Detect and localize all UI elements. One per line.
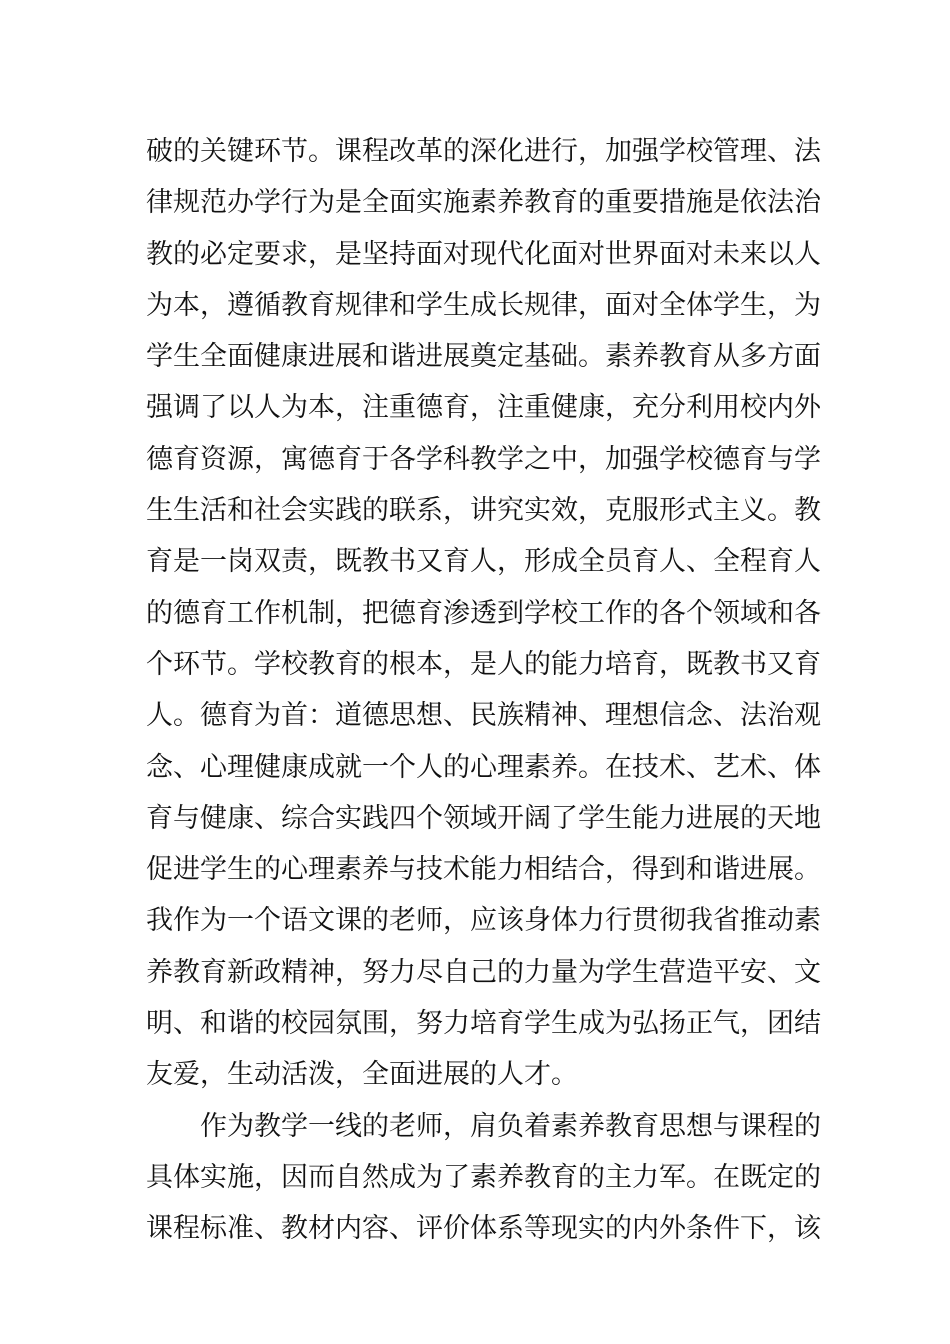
text-line: 人。德育为首：道德思想、民族精神、理想信念、法治观 (146, 700, 821, 732)
text-line: 念、心理健康成就一个人的心理素养。在技术、艺术、体 (146, 751, 821, 783)
text-line: 明、和谐的校园氛围，努力培育学生成为弘扬正气，团结 (146, 1008, 821, 1040)
text-line: 的德育工作机制，把德育渗透到学校工作的各个领域和各 (146, 597, 821, 629)
paragraph-last-line: 友爱，生动活泼，全面进展的人才。 (146, 1059, 578, 1091)
text-line: 个环节。学校教育的根本，是人的能力培育，既教书又育 (146, 648, 821, 680)
text-line: 德育资源，寓德育于各学科教学之中，加强学校德育与学 (146, 443, 821, 475)
text-line: 为本，遵循教育规律和学生成长规律，面对全体学生，为 (146, 289, 821, 321)
text-line: 强调了以人为本，注重德育，注重健康，充分利用校内外 (146, 392, 821, 424)
text-line: 教的必定要求，是坚持面对现代化面对世界面对未来以人 (146, 238, 821, 270)
body-text (146, 126, 821, 1255)
text-line: 课程标准、教材内容、评价体系等现实的内外条件下，该 (146, 1213, 821, 1245)
text-line: 破的关键环节。课程改革的深化进行，加强学校管理、法 (146, 136, 821, 167)
text-line: 我作为一个语文课的老师，应该身体力行贯彻我省推动素 (146, 905, 821, 937)
text-line: 育与健康、综合实践四个领域开阔了学生能力进展的天地 (146, 802, 821, 834)
text-line: 促进学生的心理素养与技术能力相结合，得到和谐进展。 (146, 854, 821, 886)
text-line: 具体实施，因而自然成为了素养教育的主力军。在既定的 (146, 1161, 821, 1193)
paragraph-first-line: 作为教学一线的老师，肩负着素养教育思想与课程的 (200, 1110, 821, 1142)
text-line: 育是一岗双责，既教书又育人，形成全员育人、全程育人 (146, 546, 821, 578)
text-line: 学生全面健康进展和谐进展奠定基础。素养教育从多方面 (146, 341, 821, 373)
text-line: 律规范办学行为是全面实施素养教育的重要措施是依法治 (146, 187, 821, 219)
text-line: 养教育新政精神，努力尽自己的力量为学生营造平安、文 (146, 956, 821, 988)
text-line: 生生活和社会实践的联系，讲究实效，克服形式主义。教 (146, 495, 821, 527)
